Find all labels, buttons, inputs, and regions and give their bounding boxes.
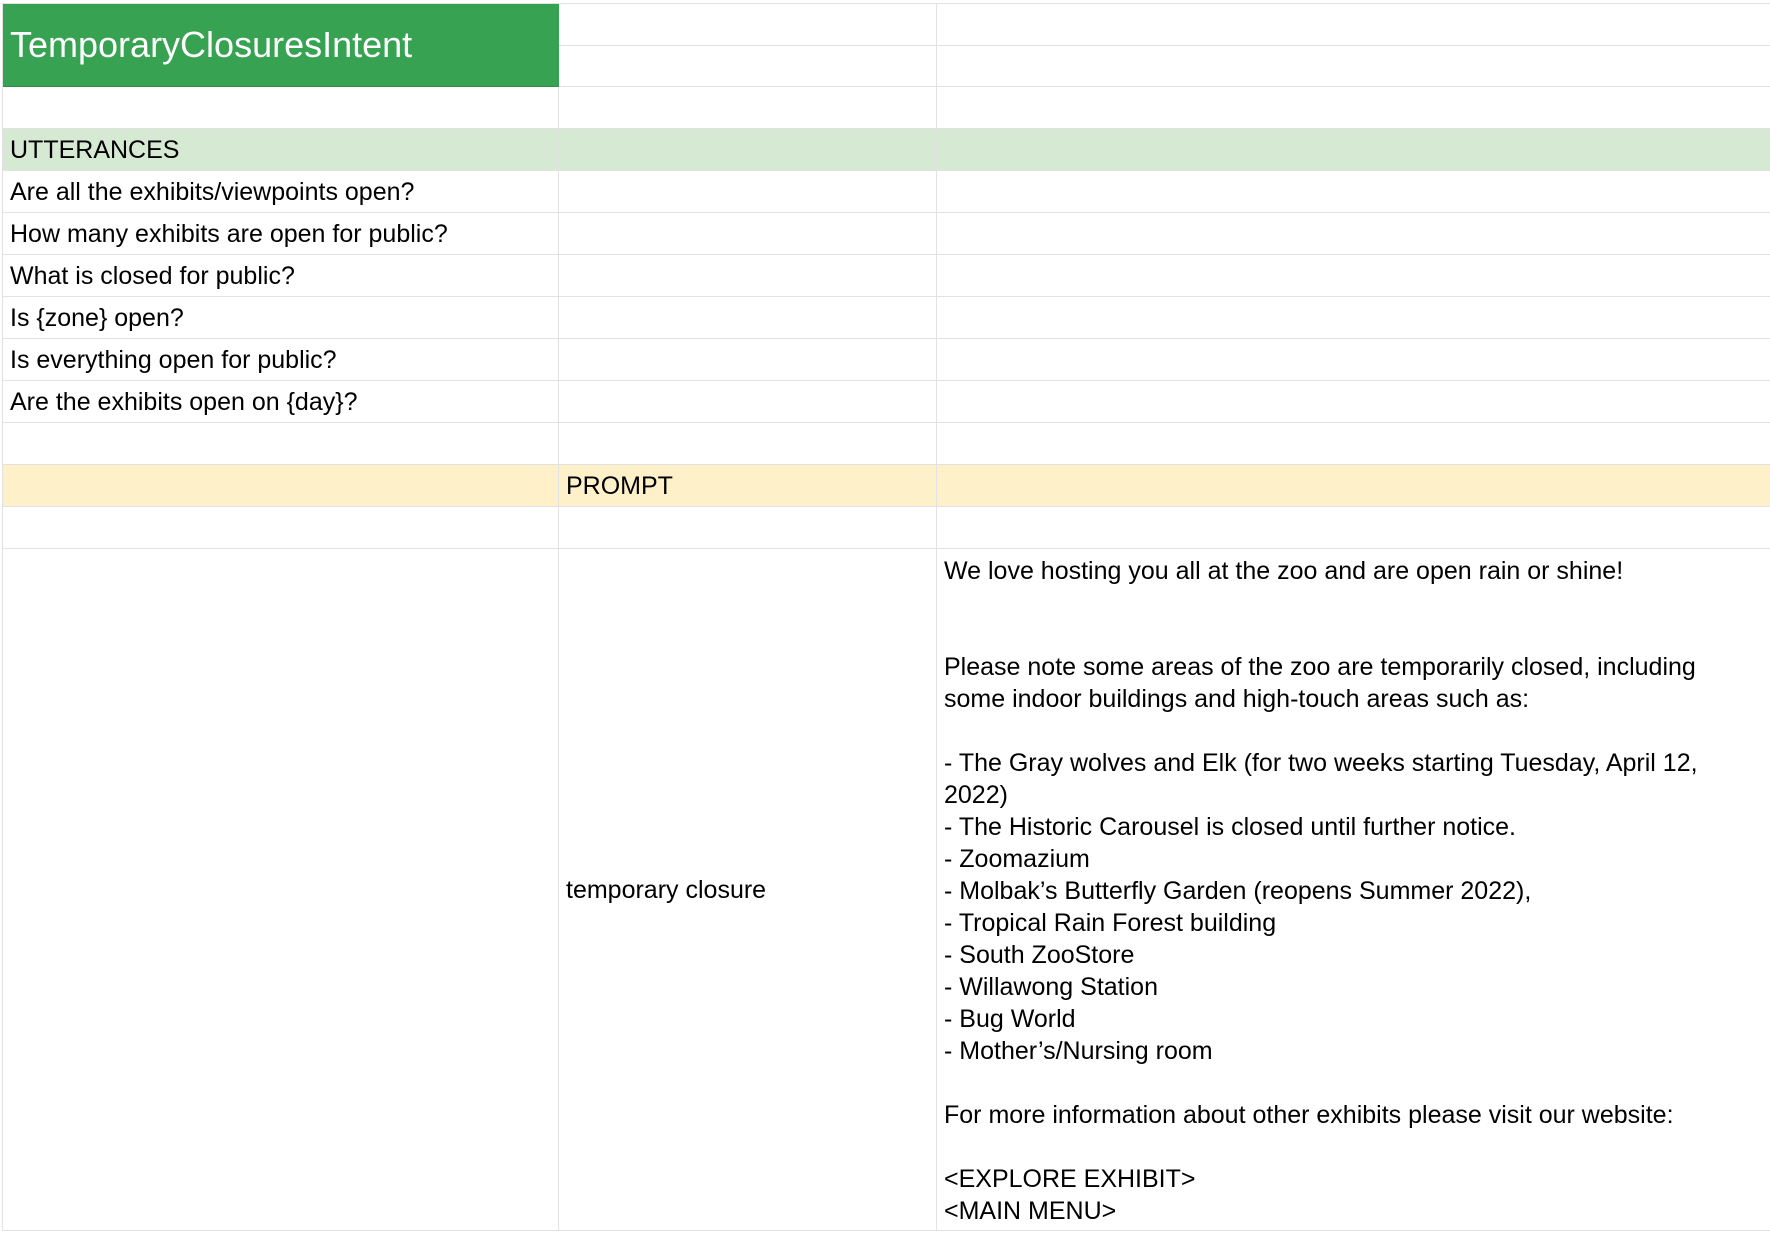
utterance-cell[interactable]: Are all the exhibits/viewpoints open? — [3, 171, 559, 213]
utterance-cell[interactable]: What is closed for public? — [3, 255, 559, 297]
cell-b7[interactable] — [559, 255, 937, 297]
cell-b9[interactable] — [559, 339, 937, 381]
cell-c3[interactable] — [937, 87, 1770, 129]
closure-item: - The Gray wolves and Elk (for two weeks starting Tuesday, April 12, 2022) — [944, 749, 1698, 809]
closure-item: - Tropical Rain Forest building — [944, 909, 1277, 937]
prompt-closure-notice: Please note some areas of the zoo are temporarily closed, including some indoor buildings and high-touch areas such as: — [944, 653, 1696, 713]
cell-c1[interactable] — [937, 4, 1770, 46]
cell-c2[interactable] — [937, 46, 1770, 87]
closure-item: - Zoomazium — [944, 845, 1090, 873]
cell-a13[interactable] — [3, 507, 559, 549]
closure-item: - South ZooStore — [944, 941, 1135, 969]
cell-b11[interactable] — [559, 423, 937, 465]
cell-c6[interactable] — [937, 213, 1770, 255]
cell-b5[interactable] — [559, 171, 937, 213]
cell-a11[interactable] — [3, 423, 559, 465]
cell-b10[interactable] — [559, 381, 937, 423]
cell-b2[interactable] — [559, 46, 937, 87]
cell-c4[interactable] — [937, 129, 1770, 171]
utterance-cell[interactable]: How many exhibits are open for public? — [3, 213, 559, 255]
closure-item: - Bug World — [944, 1005, 1076, 1033]
intent-title-cell[interactable]: TemporaryClosuresIntent — [3, 4, 559, 87]
prompt-message — [944, 555, 1763, 1227]
closure-item: - Willawong Station — [944, 973, 1158, 1001]
cell-b6[interactable] — [559, 213, 937, 255]
closure-item: - The Historic Carousel is closed until further notice. — [944, 813, 1516, 841]
prompt-header-cell[interactable]: PROMPT — [559, 465, 937, 507]
cell-c13[interactable] — [937, 507, 1770, 549]
more-info-text: For more information about other exhibits please visit our website: — [944, 1101, 1674, 1129]
cell-b8[interactable] — [559, 297, 937, 339]
utterance-cell[interactable]: Are the exhibits open on {day}? — [3, 381, 559, 423]
utterance-cell[interactable]: Is everything open for public? — [3, 339, 559, 381]
cell-c12[interactable] — [937, 465, 1770, 507]
cell-c5[interactable] — [937, 171, 1770, 213]
option-explore-exhibit: <EXPLORE EXHIBIT> — [944, 1165, 1196, 1193]
cell-c9[interactable] — [937, 339, 1770, 381]
utterances-header-cell[interactable]: UTTERANCES — [3, 129, 559, 171]
utterance-cell[interactable]: Is {zone} open? — [3, 297, 559, 339]
cell-c7[interactable] — [937, 255, 1770, 297]
cell-b4[interactable] — [559, 129, 937, 171]
cell-c11[interactable] — [937, 423, 1770, 465]
cell-c10[interactable] — [937, 381, 1770, 423]
cell-a3[interactable] — [3, 87, 559, 129]
cell-c8[interactable] — [937, 297, 1770, 339]
prompt-greeting: We love hosting you all at the zoo and are open rain or shine! — [944, 557, 1624, 585]
cell-b1[interactable] — [559, 4, 937, 46]
cell-grid — [2, 3, 1770, 1231]
cell-b3[interactable] — [559, 87, 937, 129]
cell-a14[interactable] — [3, 549, 559, 1231]
prompt-text-cell[interactable] — [937, 549, 1770, 1231]
cell-a12[interactable] — [3, 465, 559, 507]
option-main-menu: <MAIN MENU> — [944, 1197, 1117, 1225]
closure-item: - Molbak’s Butterfly Garden (reopens Summer 2022), — [944, 877, 1532, 905]
cell-b13[interactable] — [559, 507, 937, 549]
prompt-name-cell[interactable]: temporary closure — [559, 549, 937, 1231]
closure-item: - Mother’s/Nursing room — [944, 1037, 1213, 1065]
